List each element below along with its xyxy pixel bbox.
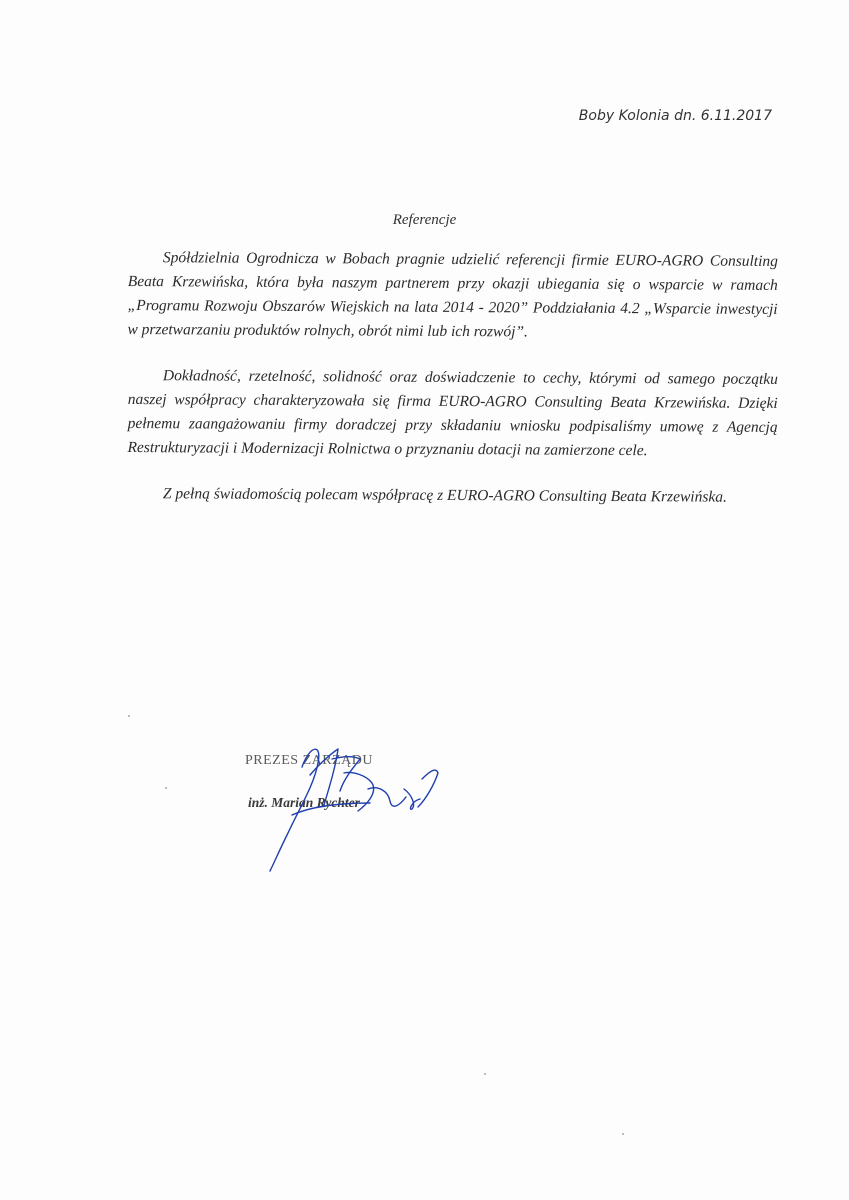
paper-speck: [128, 715, 130, 717]
paragraph-3: Z pełną świadomością polecam współpracę z EURO-AGRO Consulting Beata Krzewińska.: [162, 485, 727, 506]
letter-body: [128, 246, 778, 528]
paragraph-2: Dokładność, rzetelność, solidność oraz doświadczenie to cechy, którymi od samego początku naszej współpracy charakteryzowała się firma EURO-AGRO Consulting Beata Krzewińska. Dzięki pełnemu zaangażowaniu firmy doradczej przy składaniu wniosku podpisaliśmy umowę z Agencją Restrukturyzacji i Modernizacji Rolnictwa o przyznaniu dotacji na zamierzone cele.: [127, 367, 778, 460]
paragraph-1: Spółdzielnia Ogrodnicza w Bobach pragnie udzielić referencji firmie EURO-AGRO Consulting Beata Krzewińska, która była naszym partnerem przy okazji ubiegania się o wsparcie w ramach „Programu Rozwoju Obszarów Wiejskich na lata 2014 - 2020” Poddziałania 4.2 „Wsparcie inwestycji w przetwarzaniu produktów rolnych, obrót nimi lub ich rozwój”.: [127, 249, 778, 341]
paper-speck: [165, 787, 167, 789]
handwritten-signature: [240, 745, 470, 875]
stamp-role: PREZES ZARZĄDU: [245, 753, 373, 768]
signature-block: [240, 745, 470, 875]
paper-speck: [622, 1133, 624, 1135]
paper-speck: [484, 1073, 486, 1075]
stamp-name: inż. Marian Rychter: [248, 795, 360, 810]
place-date: Boby Kolonia dn. 6.11.2017: [578, 108, 772, 124]
letter-heading: Referencje: [392, 212, 457, 228]
